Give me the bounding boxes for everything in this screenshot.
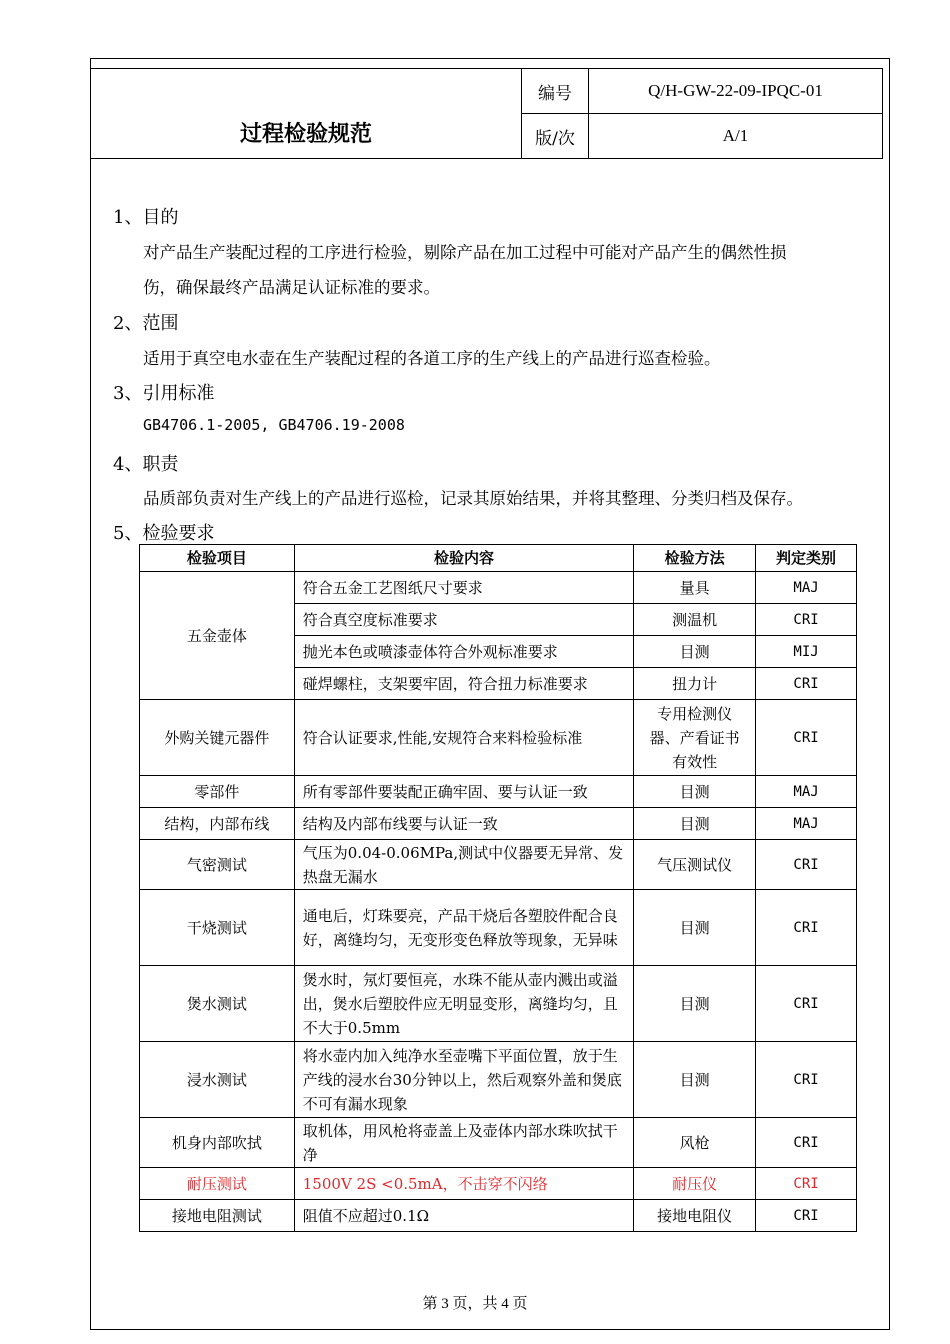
- row-method: 目测: [634, 890, 756, 966]
- row-content: 符合真空度标准要求: [294, 604, 633, 636]
- row-item: 结构，内部布线: [140, 808, 295, 840]
- table-row: [140, 700, 857, 776]
- table-row: [140, 776, 857, 808]
- row-category: CRI: [756, 1200, 857, 1232]
- row-category: CRI: [756, 1168, 857, 1200]
- header-item: 检验项目: [140, 545, 295, 572]
- row-content: 1500V 2S <0.5mA，不击穿不闪络: [294, 1168, 633, 1200]
- version-label: 版/次: [522, 114, 589, 159]
- row-category: CRI: [756, 840, 857, 890]
- row-item: 五金壶体: [140, 572, 295, 700]
- inspection-table: [139, 544, 857, 1232]
- table-header-row: [140, 545, 857, 572]
- table-row: [140, 890, 857, 966]
- table-row-highlighted: [140, 1168, 857, 1200]
- header-method: 检验方法: [634, 545, 756, 572]
- table-row: [140, 808, 857, 840]
- row-method: 目测: [634, 808, 756, 840]
- row-content: 抛光本色或喷漆壶体符合外观标准要求: [294, 636, 633, 668]
- row-content: 煲水时，氖灯要恒亮，水珠不能从壶内溅出或溢出，煲水后塑胶件应无明显变形，离缝均匀，且不大于0.5mm: [294, 966, 633, 1042]
- table-row: [140, 1200, 857, 1232]
- section-scope-title: 2、范围: [113, 313, 179, 334]
- row-method: 专用检测仪器、产看证书有效性: [634, 700, 756, 776]
- row-item: 浸水测试: [140, 1042, 295, 1118]
- number-label: 编号: [522, 69, 589, 114]
- row-method: 目测: [634, 636, 756, 668]
- row-content: 结构及内部布线要与认证一致: [294, 808, 633, 840]
- row-item: 气密测试: [140, 840, 295, 890]
- row-item: 接地电阻测试: [140, 1200, 295, 1232]
- row-method: 目测: [634, 966, 756, 1042]
- row-item: 外购关键元器件: [140, 700, 295, 776]
- document-header: [90, 68, 883, 159]
- section-duties-text: 品质部负责对生产线上的产品进行巡检，记录其原始结果，并将其整理、分类归档及保存。: [143, 489, 803, 508]
- row-category: MIJ: [756, 636, 857, 668]
- row-method: 接地电阻仪: [634, 1200, 756, 1232]
- row-category: CRI: [756, 700, 857, 776]
- row-method: 扭力计: [634, 668, 756, 700]
- table-row: [140, 572, 857, 604]
- row-method: 耐压仪: [634, 1168, 756, 1200]
- version-value: A/1: [589, 114, 883, 159]
- section-purpose-text-2: 伤，确保最终产品满足认证标准的要求。: [143, 278, 440, 297]
- row-category: CRI: [756, 668, 857, 700]
- row-content: 将水壶内加入纯净水至壶嘴下平面位置，放于生产线的浸水台30分钟以上，然后观察外盖和煲底不可有漏水现象: [294, 1042, 633, 1118]
- row-item: 零部件: [140, 776, 295, 808]
- row-content: 取机体，用风枪将壶盖上及壶体内部水珠吹拭干净: [294, 1118, 633, 1168]
- table-row: [140, 840, 857, 890]
- row-item: 机身内部吹拭: [140, 1118, 295, 1168]
- table-row: [140, 966, 857, 1042]
- section-purpose-title: 1、目的: [113, 207, 179, 228]
- row-category: MAJ: [756, 776, 857, 808]
- section-scope-text: 适用于真空电水壶在生产装配过程的各道工序的生产线上的产品进行巡查检验。: [143, 349, 721, 368]
- row-category: MAJ: [756, 572, 857, 604]
- section-duties-title: 4、职责: [113, 454, 179, 475]
- header-content: 检验内容: [294, 545, 633, 572]
- row-content: 碰焊螺柱，支架要牢固，符合扭力标准要求: [294, 668, 633, 700]
- row-content: 气压为0.04-0.06MPa,测试中仪器要无异常、发热盘无漏水: [294, 840, 633, 890]
- row-category: CRI: [756, 890, 857, 966]
- row-item: 煲水测试: [140, 966, 295, 1042]
- table-row: [140, 1118, 857, 1168]
- row-category: CRI: [756, 1042, 857, 1118]
- section-standards-text: GB4706.1-2005, GB4706.19-2008: [143, 416, 405, 434]
- row-item: 耐压测试: [140, 1168, 295, 1200]
- row-content: 阻值不应超过0.1Ω: [294, 1200, 633, 1232]
- section-requirements-title: 5、检验要求: [113, 523, 215, 544]
- row-content: 符合认证要求,性能,安规符合来料检验标准: [294, 700, 633, 776]
- row-category: CRI: [756, 966, 857, 1042]
- row-content: 符合五金工艺图纸尺寸要求: [294, 572, 633, 604]
- row-category: CRI: [756, 604, 857, 636]
- row-method: 目测: [634, 776, 756, 808]
- section-purpose-text-1: 对产品生产装配过程的工序进行检验，剔除产品在加工过程中可能对产品产生的偶然性损: [143, 243, 787, 262]
- row-content: 所有零部件要装配正确牢固、要与认证一致: [294, 776, 633, 808]
- document-title: 过程检验规范: [91, 69, 522, 159]
- row-category: CRI: [756, 1118, 857, 1168]
- row-method: 目测: [634, 1042, 756, 1118]
- header-category: 判定类别: [756, 545, 857, 572]
- row-item: 干烧测试: [140, 890, 295, 966]
- row-method: 量具: [634, 572, 756, 604]
- row-category: MAJ: [756, 808, 857, 840]
- number-value: Q/H-GW-22-09-IPQC-01: [589, 69, 883, 114]
- page-footer: 第 3 页，共 4 页: [422, 1296, 528, 1312]
- row-content: 通电后，灯珠要亮，产品干烧后各塑胶件配合良好，离缝均匀，无变形变色释放等现象，无异味: [294, 890, 633, 966]
- row-method: 气压测试仪: [634, 840, 756, 890]
- row-method: 风枪: [634, 1118, 756, 1168]
- table-row: [140, 1042, 857, 1118]
- section-standards-title: 3、引用标准: [113, 383, 215, 404]
- row-method: 测温机: [634, 604, 756, 636]
